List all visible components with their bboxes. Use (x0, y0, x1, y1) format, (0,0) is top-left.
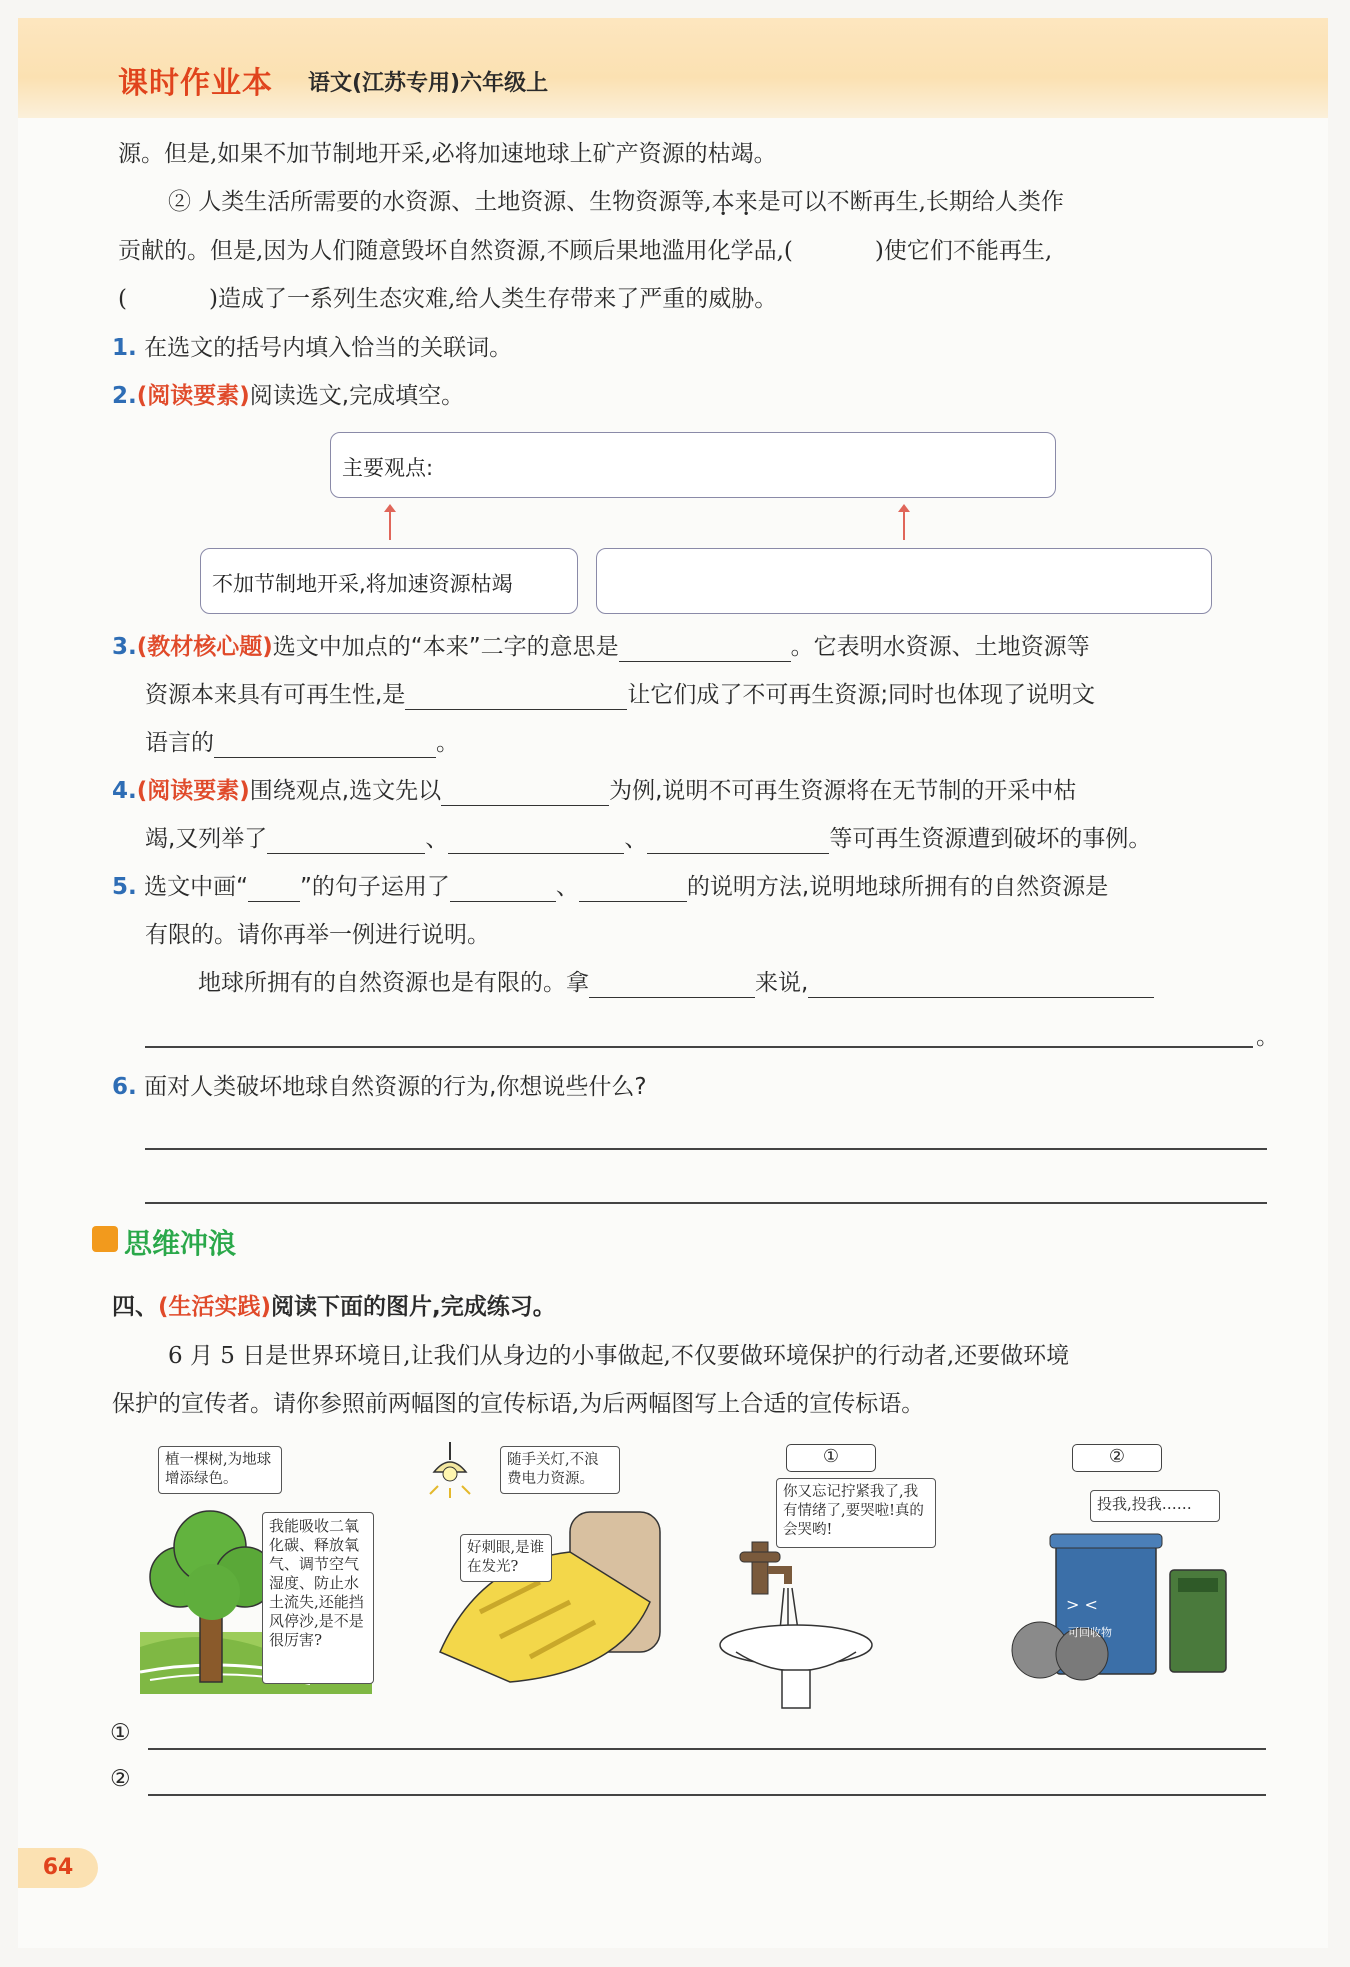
question-number: 6. (112, 1074, 137, 1100)
answer-blank[interactable] (441, 781, 609, 806)
answer-1-marker: ① (110, 1720, 131, 1746)
question-6 (112, 1072, 647, 1102)
question-number: 4. (112, 778, 137, 804)
bin-label: 可回收物 (1068, 1626, 1112, 1639)
question-text: 的说明方法,说明地球所拥有的自然资源是 (686, 874, 1109, 900)
question-text: 选文中画“ (144, 874, 248, 900)
question-text: 选文中加点的“本来”二字的意思是 (272, 634, 619, 660)
question-5 (112, 872, 1108, 902)
main-point-box[interactable] (330, 432, 1056, 498)
question-text: 让它们成了不可再生资源;同时也体现了说明文 (627, 682, 1096, 708)
question-5-line3 (198, 968, 1154, 998)
answer-blank[interactable] (579, 877, 687, 902)
wave-icon (92, 1226, 118, 1252)
question-3-line3 (145, 728, 459, 758)
separator: 、 (624, 826, 648, 852)
question-text: 。 (436, 730, 459, 756)
question-number: 3. (112, 634, 137, 660)
question-3-line2 (145, 680, 1095, 710)
picture-faucet (716, 1540, 876, 1710)
dotted-char: 来 (734, 189, 758, 215)
answer-blank[interactable] (647, 829, 829, 854)
section-title: 思维冲浪 (124, 1227, 237, 1260)
question-text: 为例,说明不可再生资源将在无节制的开采中枯 (609, 778, 1077, 804)
arrow-up-icon (903, 510, 905, 540)
svg-text:> <: > < (1066, 1595, 1098, 1614)
passage-text: )使它们不能再生, (874, 238, 1053, 264)
question-text: 。它表明水资源、土地资源等 (790, 634, 1090, 660)
separator: 、 (555, 874, 579, 900)
picture-3-number: ① (786, 1444, 876, 1472)
support-box-right[interactable] (596, 548, 1212, 614)
period: 。 (1256, 1024, 1279, 1050)
slogan-tree: 植一棵树,为地球增添绿色。 (158, 1446, 282, 1494)
brand-title: 课时作业本 (118, 66, 273, 101)
dotted-char: 本 (711, 189, 735, 215)
question-number: 2. (112, 383, 137, 409)
passage-text: 是可以不断再生,长期给人类作 (757, 189, 1064, 215)
speech-faucet: 你又忘记拧紧我了,我有情绪了,要哭啦!真的会哭哟! (776, 1478, 936, 1548)
part4-intro-line2: 保护的宣传者。请你参照前两幅图的宣传标语,为后两幅图写上合适的宣传标语。 (112, 1391, 925, 1417)
answer-line[interactable] (145, 1046, 1253, 1048)
passage-text: ( (118, 286, 127, 312)
separator: 、 (425, 826, 449, 852)
picture-4-number: ② (1072, 1444, 1162, 1472)
question-text: 面对人类破坏地球自然资源的行为,你想说些什么? (144, 1074, 647, 1100)
answer-blank[interactable] (267, 829, 425, 854)
question-text: 等可再生资源遭到破坏的事例。 (829, 826, 1152, 852)
answer-2-marker: ② (110, 1766, 131, 1792)
picture-bins (1000, 1530, 1240, 1690)
passage-text: )造成了一系列生态灾难,给人类生存带来了严重的威胁。 (208, 286, 778, 312)
main-point-label: 主要观点: (342, 456, 434, 480)
faucet-sink-illustration (716, 1540, 876, 1710)
passage-line: 源。但是,如果不加节制地开采,必将加速地球上矿产资源的枯竭。 (118, 141, 777, 167)
part4-number: 四、 (112, 1294, 158, 1320)
question-tag: (教材核心题) (136, 634, 273, 660)
passage-line (118, 284, 777, 314)
question-number: 1. (112, 335, 137, 361)
answer-blank[interactable] (589, 973, 755, 998)
passage-line (118, 236, 1052, 266)
answer-line[interactable] (145, 1148, 1267, 1150)
speech-tree: 我能吸收二氧化碳、释放氧气、调节空气湿度、防止水土流失,还能挡风停沙,是不是很厉害? (262, 1512, 374, 1684)
passage-text: ② 人类生活所需要的水资源、土地资源、生物资源等, (168, 189, 712, 215)
question-tag: (阅读要素) (136, 383, 250, 409)
question-text: 资源本来具有可再生性,是 (145, 682, 406, 708)
support-box-left-text: 不加节制地开采,将加速资源枯竭 (212, 572, 513, 596)
answer-line-1[interactable] (148, 1748, 1266, 1750)
answer-blank[interactable] (448, 829, 624, 854)
speech-lamp: 好刺眼,是谁在发光? (460, 1534, 552, 1582)
answer-blank[interactable] (214, 733, 436, 758)
header-band (18, 18, 1328, 118)
passage-text: 贡献的。但是,因为人们随意毁坏自然资源,不顾后果地滥用化学品,( (118, 238, 793, 264)
question-4 (112, 776, 1076, 806)
answer-blank[interactable] (808, 973, 1154, 998)
answer-line-2[interactable] (148, 1794, 1266, 1796)
slogan-lamp: 随手关灯,不浪费电力资源。 (500, 1446, 620, 1494)
question-text: 在选文的括号内填入恰当的关联词。 (144, 335, 513, 361)
underline-sample (248, 877, 300, 902)
answer-blank[interactable] (619, 637, 791, 662)
question-text: ”的句子运用了 (299, 874, 450, 900)
question-3 (112, 632, 1090, 662)
page-number: 64 (18, 1848, 98, 1888)
question-text: 地球所拥有的自然资源也是有限的。拿 (198, 970, 589, 996)
arrow-up-icon (389, 510, 391, 540)
subject-title: 语文(江苏专用)六年级上 (308, 71, 549, 96)
question-number: 5. (112, 874, 137, 900)
question-4-line2 (145, 824, 1151, 854)
question-text: 语言的 (145, 730, 214, 756)
bins-illustration (1000, 1530, 1240, 1690)
question-tag: (阅读要素) (136, 778, 250, 804)
answer-blank[interactable] (405, 685, 627, 710)
answer-blank[interactable] (450, 877, 556, 902)
question-2 (112, 381, 464, 411)
question-5-line2: 有限的。请你再举一例进行说明。 (145, 922, 490, 948)
part4-title-text: 阅读下面的图片,完成练习。 (271, 1294, 556, 1320)
question-text: 围绕观点,选文先以 (249, 778, 442, 804)
part4-tag: (生活实践) (158, 1294, 272, 1320)
speech-bins: 投我,投我…… (1090, 1490, 1220, 1522)
part4-title (112, 1292, 556, 1322)
question-text: 竭,又列举了 (145, 826, 268, 852)
answer-line[interactable] (145, 1202, 1267, 1204)
question-text: 阅读选文,完成填空。 (249, 383, 465, 409)
passage-line (168, 187, 1064, 217)
question-1 (112, 333, 512, 363)
part4-intro-line1: 6 月 5 日是世界环境日,让我们从身边的小事做起,不仅要做环境保护的行动者,还要做环境 (168, 1343, 1070, 1369)
question-text: 来说, (755, 970, 809, 996)
